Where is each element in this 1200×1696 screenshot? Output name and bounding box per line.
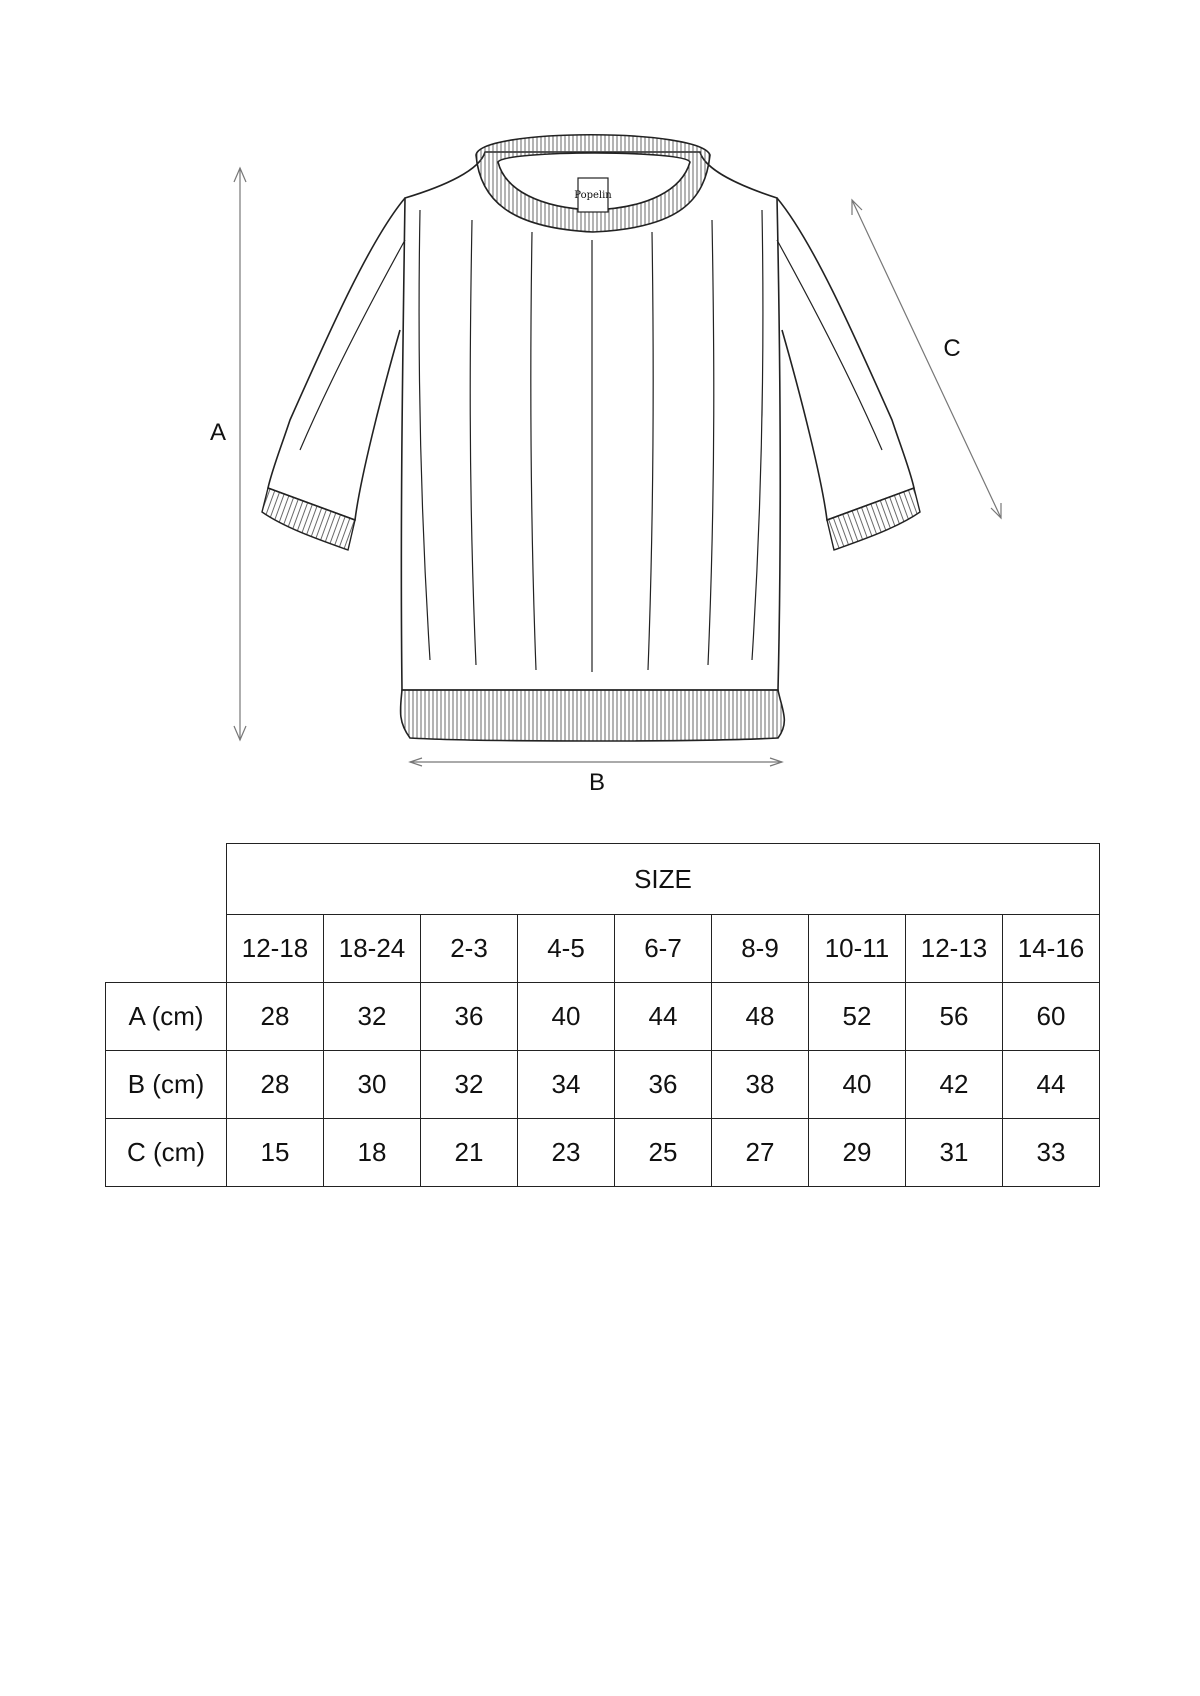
hem-ribbing	[400, 690, 784, 741]
table-cell: 32	[324, 983, 421, 1051]
table-cell: 36	[421, 983, 518, 1051]
dimension-b-label: B	[588, 769, 606, 796]
dimension-c	[852, 200, 1001, 518]
table-cell: 18	[324, 1119, 421, 1187]
size-table-title: SIZE	[227, 844, 1100, 915]
table-cell: 29	[809, 1119, 906, 1187]
table-cell: 42	[906, 1051, 1003, 1119]
dimension-a-label: A	[209, 419, 227, 446]
size-header-row	[106, 915, 1100, 983]
right-sleeve	[777, 198, 914, 520]
table-cell: 38	[712, 1051, 809, 1119]
size-header-cell: 4-5	[518, 915, 615, 983]
table-cell: 32	[421, 1051, 518, 1119]
table-cell: 40	[809, 1051, 906, 1119]
table-cell: 44	[615, 983, 712, 1051]
table-cell: 34	[518, 1051, 615, 1119]
sweater-body	[401, 152, 780, 690]
dimension-b	[410, 758, 782, 766]
table-cell: 28	[227, 1051, 324, 1119]
table-cell: 52	[809, 983, 906, 1051]
dimension-c-label: C	[943, 335, 961, 362]
brand-label: Popelin	[574, 190, 612, 201]
body-rib-lines	[419, 210, 763, 672]
table-cell: 36	[615, 1051, 712, 1119]
table-cell: 60	[1003, 983, 1100, 1051]
table-row	[106, 1119, 1100, 1187]
left-cuff	[262, 488, 355, 550]
table-cell: 33	[1003, 1119, 1100, 1187]
table-cell: 15	[227, 1119, 324, 1187]
garment-sketch	[0, 0, 1200, 800]
table-cell: 44	[1003, 1051, 1100, 1119]
size-header-cell: 2-3	[421, 915, 518, 983]
dimension-a	[234, 168, 246, 740]
table-cell: 48	[712, 983, 809, 1051]
size-header-cell: 8-9	[712, 915, 809, 983]
left-sleeve	[268, 198, 405, 520]
size-header-cell: 12-18	[227, 915, 324, 983]
size-header-cell: 10-11	[809, 915, 906, 983]
table-row	[106, 983, 1100, 1051]
table-cell: 30	[324, 1051, 421, 1119]
row-label: A (cm)	[106, 983, 227, 1051]
size-header-cell: 18-24	[324, 915, 421, 983]
table-cell: 40	[518, 983, 615, 1051]
row-label: B (cm)	[106, 1051, 227, 1119]
right-cuff	[827, 488, 920, 550]
table-row	[106, 1051, 1100, 1119]
table-cell: 21	[421, 1119, 518, 1187]
table-cell: 56	[906, 983, 1003, 1051]
size-header-cell: 14-16	[1003, 915, 1100, 983]
table-cell: 27	[712, 1119, 809, 1187]
size-header-cell: 12-13	[906, 915, 1003, 983]
size-header-cell: 6-7	[615, 915, 712, 983]
row-label: C (cm)	[106, 1119, 227, 1187]
table-cell: 28	[227, 983, 324, 1051]
table-cell: 25	[615, 1119, 712, 1187]
table-cell: 23	[518, 1119, 615, 1187]
table-cell: 31	[906, 1119, 1003, 1187]
size-table	[105, 843, 1100, 1187]
size-title-row	[106, 844, 1100, 915]
